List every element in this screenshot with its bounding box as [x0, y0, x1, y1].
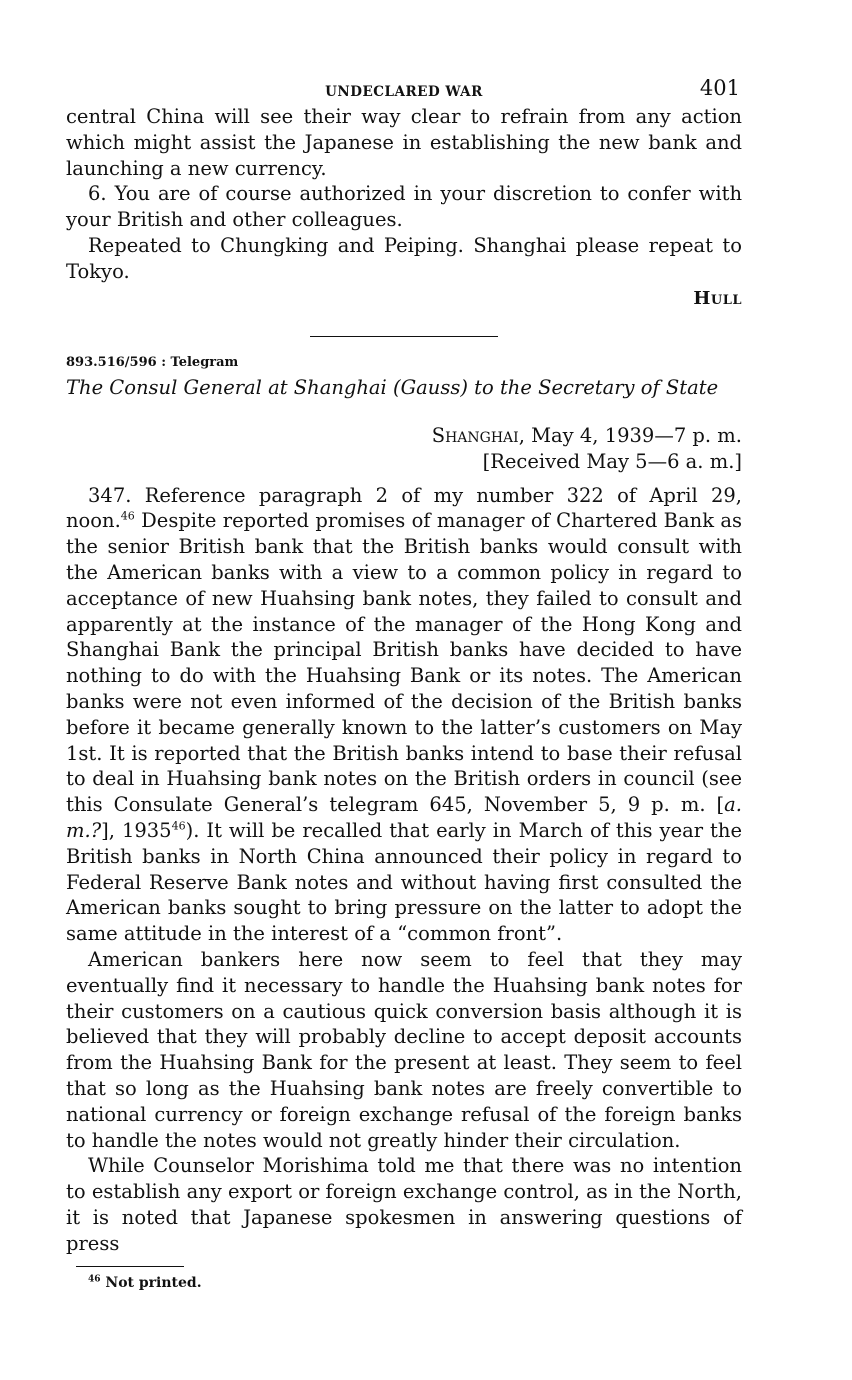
dateline-date: , May 4, 1939—7 p. m.: [518, 423, 742, 447]
text-run: 347. Reference paragraph 2 of my number 322 of April 29, noon.: [66, 483, 742, 533]
text-run: Despite reported promises of manager of Chartered Bank as the senior British bank that the British banks would consult with the American banks with a view to a common policy in regard to acceptance of new Huahsing bank notes, they failed to consult and apparently at the instance of the manager of the Hong Kong and Shanghai Bank the principal British banks have decided to have nothing to do with the Huahsing Bank or its notes. The American banks were not even informed of the decision of the British banks before it became generally known to the latter’s customers on May 1st. It is reported that the British banks intend to base their refusal to deal in Huahsing bank notes on the British orders in council (see this Consulate General’s telegram 645, November 5, 9 p. m. [: [66, 509, 742, 817]
paragraph: Repeated to Chungking and Peiping. Shanghai please repeat to Tokyo.: [66, 233, 742, 283]
paragraph: While Counselor Morishima told me that there was no intention to establish any export or foreign exchange control, as in the North, it is noted that Japanese spokesmen in answering questions of press: [66, 1154, 742, 1255]
telegram-body: [66, 483, 742, 1257]
document-heading: The Consul General at Shanghai (Gauss) to the Secretary of State: [66, 375, 719, 399]
dateline-received: [Received May 5—6 a. m.]: [482, 449, 742, 473]
text-run: ). It will be recalled that early in March of this year the British banks in North China announced their policy in regard to Federal Reserve Bank notes and without having first consulted the American banks sought to bring pressure on the latter to adopt the same attitude in the interest of a “common front”.: [66, 818, 742, 946]
dateline-place: Shanghai: [431, 423, 519, 447]
footnote-text: Not printed.: [100, 1275, 202, 1292]
page-number: 401: [699, 76, 740, 100]
paragraph: 6. You are of course authorized in your discretion to confer with your British and other colleagues.: [66, 182, 742, 232]
footnote: [88, 1275, 742, 1291]
footnote-rule: [76, 1266, 184, 1267]
dateline-sent: [66, 423, 742, 449]
running-header: [66, 74, 742, 104]
italic-text: a. m.?: [66, 793, 742, 842]
paragraph: central China will see their way clear to refrain from any action which might assist the Japanese in establishing the new bank and launching a new currency.: [66, 105, 742, 180]
footnote-marker: 46: [88, 1274, 101, 1285]
file-number: 893.516/596 : Telegram: [66, 354, 239, 370]
paragraph: American bankers here now seem to feel that they may eventually find it necessary to handle the Huahsing bank notes for their customers on a cautious quick conversion basis although it is believed that they will probably decline to accept deposit accounts from the Huahsing Bank for the present at least. They seem to feel that so long as the Huahsing bank notes are freely convertible to national currency or foreign exchange refusal of the foreign banks to handle the notes would not greatly hinder their circulation.: [66, 947, 742, 1152]
dateline: [66, 423, 742, 475]
text-run: ], 1935: [101, 818, 172, 842]
section-divider: [310, 336, 498, 337]
running-title: UNDECLARED WAR: [325, 84, 483, 100]
signature: Hull: [693, 287, 742, 309]
footnote-reference: 46: [171, 819, 186, 833]
footnote-reference: 46: [120, 509, 135, 523]
paragraph: [66, 483, 742, 947]
continued-text: [66, 104, 742, 314]
document-page: [66, 74, 742, 1291]
